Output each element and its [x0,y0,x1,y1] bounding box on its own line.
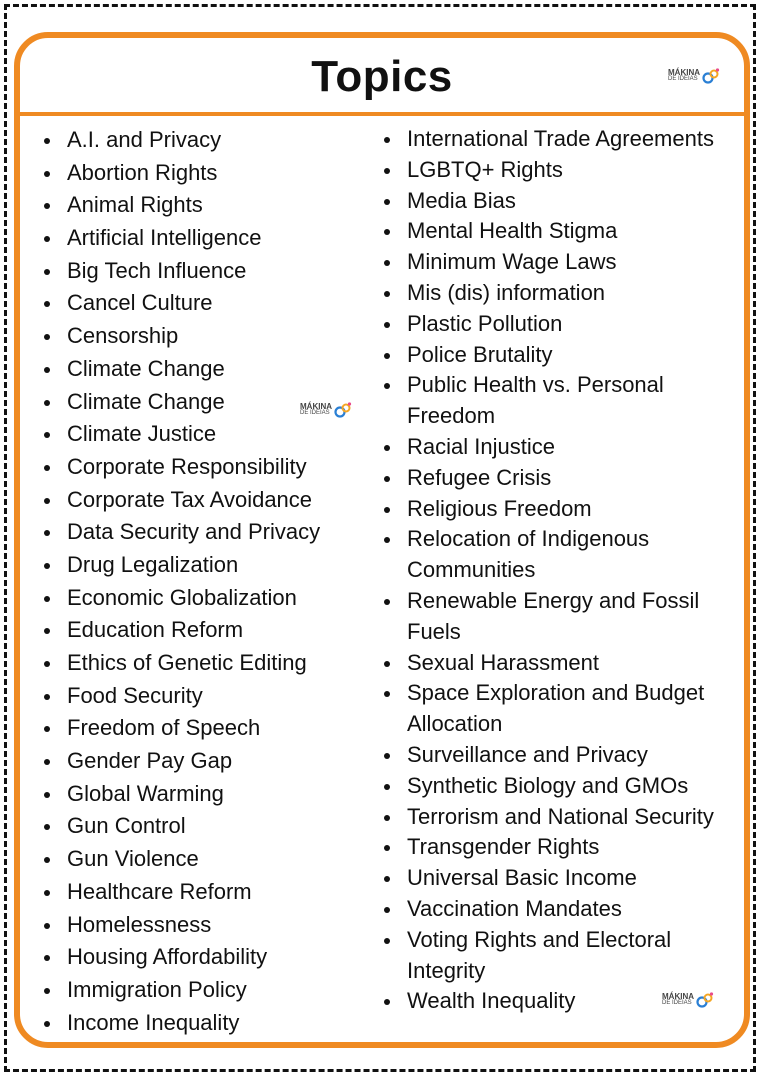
topic-item: Voting Rights and Electoral Integrity [384,925,724,987]
topic-item: International Trade Agreements [384,124,724,155]
topic-item: Sexual Harassment [384,648,724,679]
topic-item: Public Health vs. Personal Freedom [384,370,724,432]
topic-item: Education Reform [44,614,364,647]
topic-item: Religious Freedom [384,494,724,525]
gears-icon [702,68,720,84]
topic-item: A.I. and Privacy [44,124,364,157]
logo-line2: DE IDEIAS [300,410,330,416]
topic-item: Gender Pay Gap [44,745,364,778]
topic-item: Corporate Responsibility [44,451,364,484]
topic-item: Homelessness [44,909,364,942]
topic-item: Climate Change [44,353,364,386]
topic-item: Data Security and Privacy [44,516,364,549]
topics-card [14,32,750,1048]
logo-line2: DE IDEIAS [662,1000,692,1006]
topic-item: Universal Basic Income [384,863,724,894]
topic-item: Racial Injustice [384,432,724,463]
topic-item: Gun Control [44,810,364,843]
topic-item: Police Brutality [384,340,724,371]
topic-item: Plastic Pollution [384,309,724,340]
topic-item: Big Tech Influence [44,255,364,288]
topic-item: Renewable Energy and Fossil Fuels [384,586,724,648]
brand-logo-top [668,68,720,84]
topic-item: Media Bias [384,186,724,217]
topic-item: Surveillance and Privacy [384,740,724,771]
topic-item: Corporate Tax Avoidance [44,484,364,517]
topic-item: Drug Legalization [44,549,364,582]
topic-item: Terrorism and National Security [384,802,724,833]
topic-item: Transgender Rights [384,832,724,863]
logo-line1: MÁKINA [668,68,700,77]
topics-list-left [44,124,364,1039]
topic-item: Gun Violence [44,843,364,876]
topic-item: Global Warming [44,778,364,811]
topic-item: Income Inequality [44,1007,364,1040]
topic-item: Minimum Wage Laws [384,247,724,278]
topic-item: Animal Rights [44,189,364,222]
topic-item: Synthetic Biology and GMOs [384,771,724,802]
topic-item: Mental Health Stigma [384,216,724,247]
page-title: Topics [311,52,453,101]
topic-item: Food Security [44,680,364,713]
topic-item: Immigration Policy [44,974,364,1007]
topic-item: Economic Globalization [44,582,364,615]
topic-item: LGBTQ+ Rights [384,155,724,186]
topic-item: Abortion Rights [44,157,364,190]
topic-item: Cancel Culture [44,287,364,320]
topic-item: Healthcare Reform [44,876,364,909]
topic-item: Space Exploration and Budget Allocation [384,678,724,740]
topic-item: Housing Affordability [44,941,364,974]
topic-item: Ethics of Genetic Editing [44,647,364,680]
topic-item: Relocation of Indigenous Communities [384,524,724,586]
topic-item: Climate Justice [44,418,364,451]
topic-item: Mis (dis) information [384,278,724,309]
logo-line1: MÁKINA [662,992,694,1001]
title-divider [20,112,744,116]
topic-item: Freedom of Speech [44,712,364,745]
topic-item: Wealth Inequality [384,986,724,1017]
topic-item: Climate Change [44,386,364,419]
topic-item: Vaccination Mandates [384,894,724,925]
logo-line1: MÁKINA [300,402,332,411]
logo-line2: DE IDEIAS [668,76,698,82]
topic-item: Artificial Intelligence [44,222,364,255]
topic-item: Refugee Crisis [384,463,724,494]
topics-list-right [384,124,724,1017]
topic-item: Censorship [44,320,364,353]
